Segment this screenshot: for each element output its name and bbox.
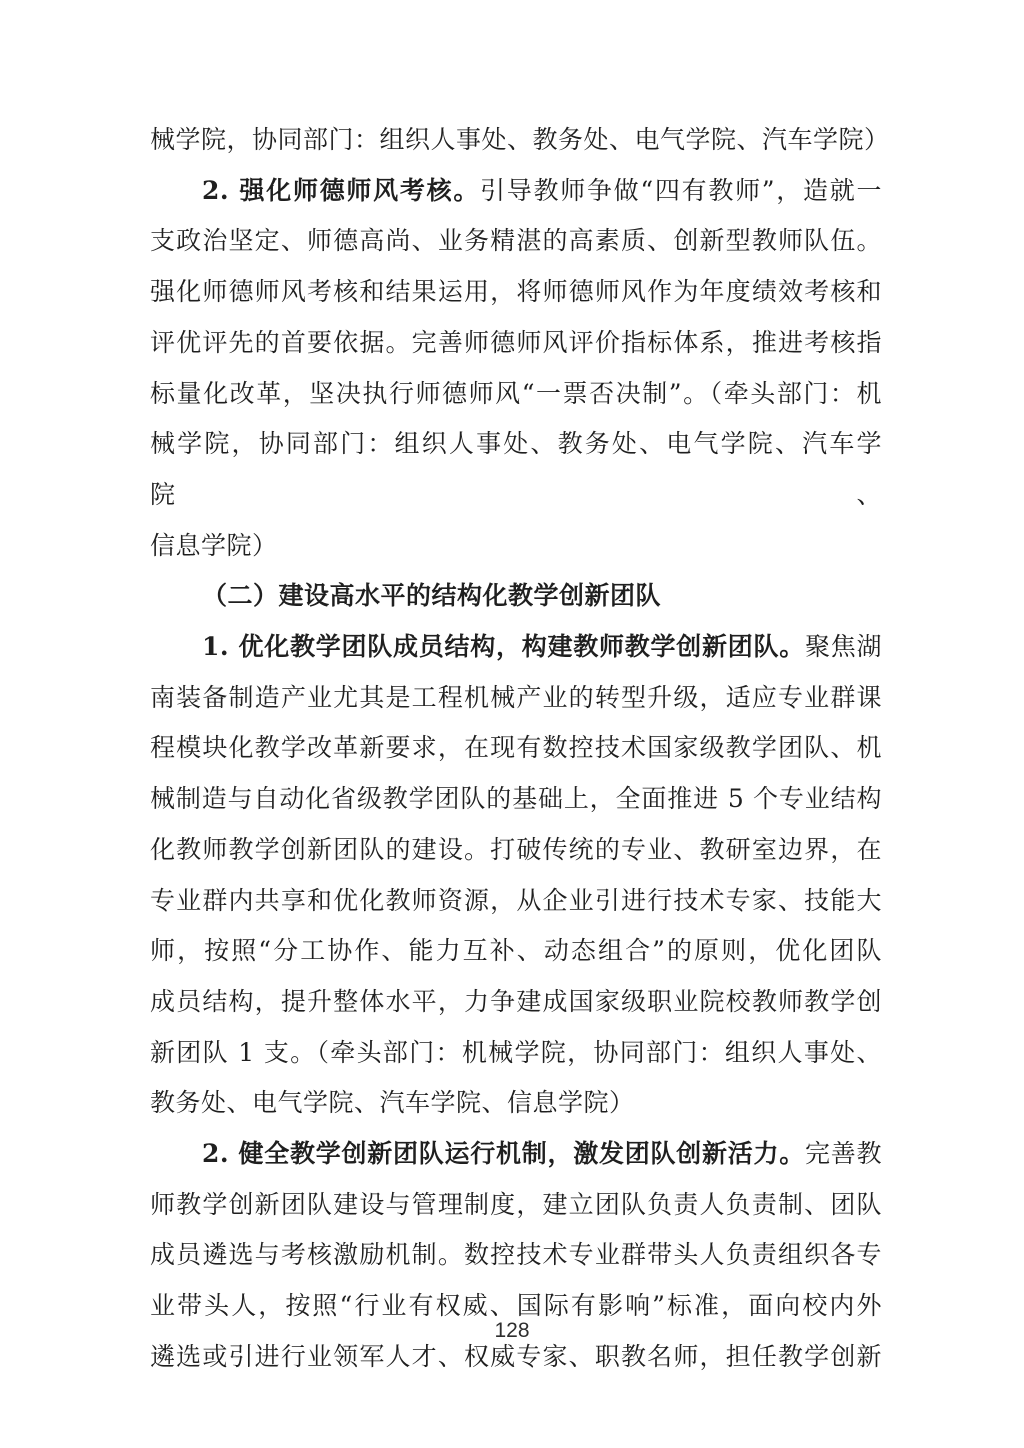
- text-line: [150, 926, 882, 977]
- text-line: [150, 723, 882, 774]
- text-line: [150, 1078, 882, 1129]
- text-run: 引导教师争做“四有教师”，造就一: [480, 175, 882, 205]
- text-line: [150, 571, 882, 622]
- text-run: 支政治坚定、师德高尚、业务精湛的高素质、创新型教师队伍。: [150, 226, 882, 256]
- text-run: 完善教: [804, 1139, 882, 1169]
- text-line: [150, 419, 882, 520]
- text-line: [150, 369, 882, 420]
- document-body: [150, 115, 890, 1383]
- paragraph: [150, 571, 882, 622]
- paragraph: [150, 1129, 882, 1383]
- text-line: [150, 977, 882, 1028]
- text-run: 师教学创新团队建设与管理制度，建立团队负责人负责制、团队: [150, 1189, 882, 1219]
- text-run: 师，按照“分工协作、能力互补、动态组合”的原则，优化团队: [150, 936, 882, 966]
- text-run: 2. 强化师德师风考核。: [202, 175, 481, 205]
- text-line: [150, 216, 882, 267]
- text-run: 械学院，协同部门：组织人事处、教务处、电气学院、汽车学院、: [150, 429, 882, 509]
- text-line: [150, 318, 882, 369]
- text-run: 成员结构，提升整体水平，力争建成国家级职业院校教师教学创: [150, 986, 882, 1016]
- text-line: [150, 521, 882, 572]
- text-run: 业带头人，按照“行业有权威、国际有影响”标准，面向校内外: [150, 1291, 882, 1321]
- text-run: （二）建设高水平的结构化教学创新团队: [202, 581, 662, 611]
- text-run: 成员遴选与考核激励机制。数控技术专业群带头人负责组织各专: [150, 1240, 882, 1270]
- text-run: 南装备制造产业尤其是工程机械产业的转型升级，适应专业群课: [150, 682, 882, 712]
- text-line: [150, 825, 882, 876]
- text-line: [150, 622, 882, 673]
- text-run: 强化师德师风考核和结果运用，将师德师风作为年度绩效考核和: [150, 277, 882, 307]
- text-line: [150, 166, 882, 217]
- text-run: 遴选或引进行业领军人才、权威专家、职教名师，担任教学创新: [150, 1341, 882, 1371]
- paragraph: [150, 166, 882, 572]
- text-run: 标量化改革，坚决执行师德师风“一票否决制”。（牵头部门：机: [150, 378, 882, 408]
- text-line: [150, 267, 882, 318]
- text-run: 械学院，协同部门：组织人事处、教务处、电气学院、汽车学院）: [150, 125, 890, 154]
- paragraph: [150, 115, 890, 166]
- text-run: 新团队 1 支。（牵头部门：机械学院，协同部门：组织人事处、: [150, 1037, 882, 1067]
- text-line: [150, 774, 882, 825]
- text-line: [150, 1028, 882, 1079]
- page-number: 128: [494, 1319, 530, 1342]
- text-line: [150, 115, 890, 166]
- text-line: [150, 1129, 882, 1180]
- text-run: 化教师教学创新团队的建设。打破传统的专业、教研室边界，在: [150, 834, 882, 864]
- text-run: 程模块化教学改革新要求，在现有数控技术国家级教学团队、机: [150, 733, 882, 763]
- text-run: 械制造与自动化省级教学团队的基础上，全面推进 5 个专业结构: [150, 784, 882, 814]
- text-line: [150, 1230, 882, 1281]
- text-run: 聚焦湖: [804, 632, 882, 662]
- paragraph: [150, 622, 882, 1129]
- text-run: 专业群内共享和优化教师资源，从企业引进行技术专家、技能大: [150, 885, 882, 915]
- text-run: 2. 健全教学创新团队运行机制，激发团队创新活力。: [202, 1139, 805, 1169]
- text-run: 信息学院）: [150, 530, 278, 560]
- text-line: [150, 1180, 882, 1231]
- text-run: 评优评先的首要依据。完善师德师风评价指标体系，推进考核指: [150, 327, 882, 357]
- text-line: [150, 876, 882, 927]
- text-line: [150, 673, 882, 724]
- text-run: 1. 优化教学团队成员结构，构建教师教学创新团队。: [202, 632, 805, 662]
- text-run: 教务处、电气学院、汽车学院、信息学院）: [150, 1088, 635, 1118]
